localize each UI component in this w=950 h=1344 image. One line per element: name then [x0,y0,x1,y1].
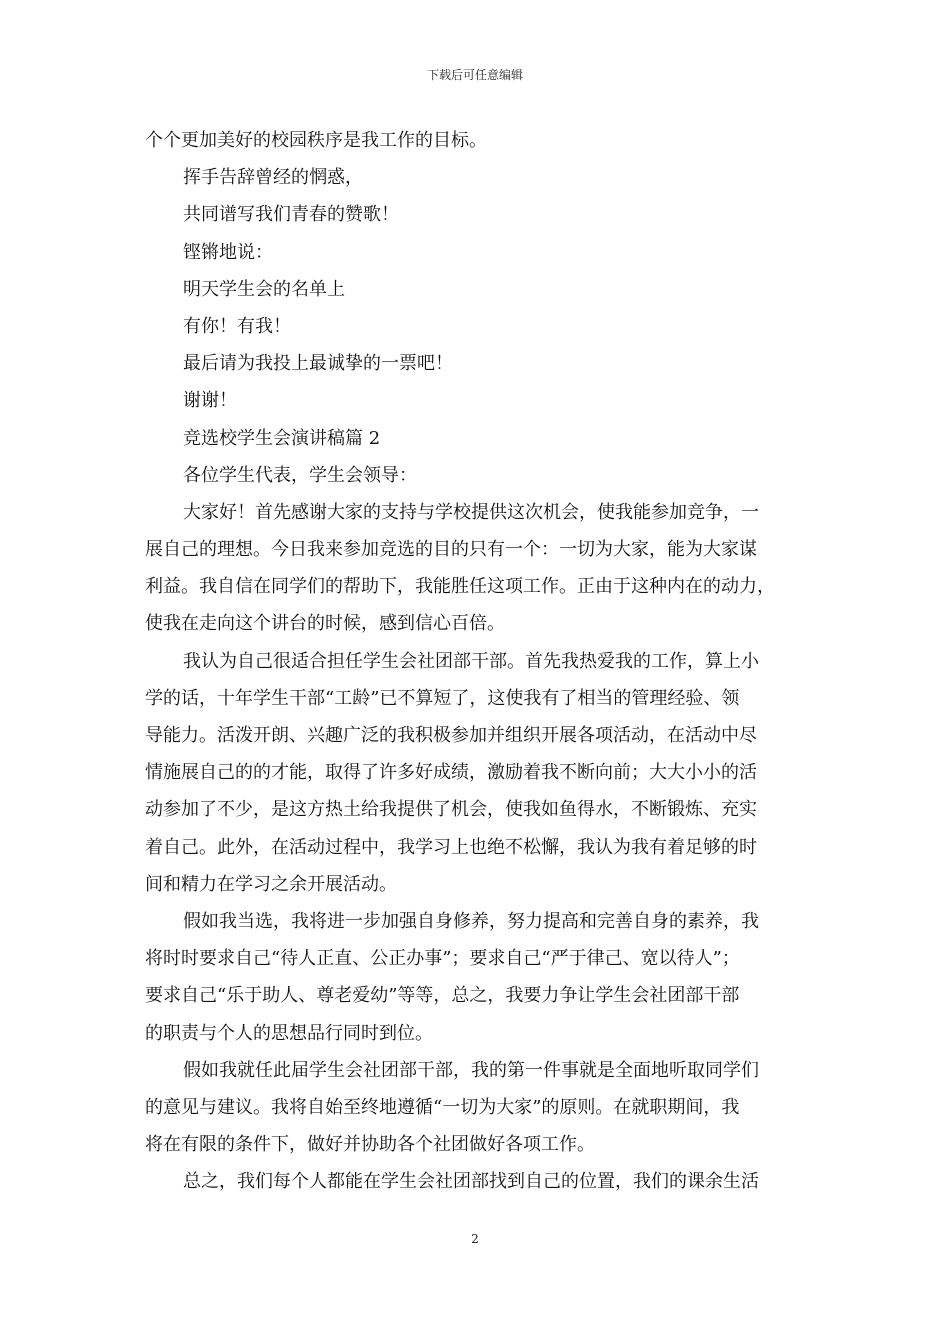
text-line: 要求自己“乐于助人、尊老爱幼”等等，总之，我要力争让学生会社团部干部 [145,985,740,1007]
text-line: 导能力。活泼开朗、兴趣广泛的我积极参加并组织开展各项活动，在活动中尽 [145,725,757,746]
text-line: 挥手告辞曾经的惘惑， [183,167,363,189]
page-header: 下载后可任意编辑 [426,68,523,82]
text-line: 共同谱写我们青春的赞歌！ [183,204,399,226]
text-line: 有你！有我！ [183,315,291,337]
text-line: 利益。我自信在同学们的帮助下，我能胜任这项工作。正由于这种内在的动力， [145,576,775,598]
text-line: 学的话，十年学生干部“工龄”已不算短了，这使我有了相当的管理经验、领 [145,687,740,709]
text-line: 谢谢！ [183,390,237,412]
text-line: 将在有限的条件下，做好并协助各个社团做好各项工作。 [145,1134,595,1156]
text-line: 个个更加美好的校园秩序是我工作的目标。 [145,130,487,151]
text-line: 最后请为我投上最诚挚的一票吧！ [183,353,453,375]
text-line: 铿锵地说： [183,241,273,263]
text-line: 展自己的理想。今日我来参加竞选的目的只有一个：一切为大家，能为大家谋 [145,539,757,561]
section-heading: 竞选校学生会演讲稿篇 2 [183,427,381,449]
text-line: 情施展自己的的才能，取得了许多好成绩，激励着我不断向前；大大小小的活 [145,762,757,784]
text-line: 将时时要求自己“待人正直、公正办事”；要求自己“严于律己、宽以待人”； [145,948,740,970]
salutation: 各位学生代表，学生会领导： [183,464,417,486]
text-line: 假如我当选，我将进一步加强自身修养，努力提高和完善自身的素养，我 [183,910,759,932]
text-line: 的意见与建议。我将自始至终地遵循“一切为大家”的原则。在就职期间，我 [145,1096,740,1118]
text-line: 假如我就任此届学生会社团部干部，我的第一件事就是全面地听取同学们 [183,1059,759,1081]
text-line: 大家好！首先感谢大家的支持与学校提供这次机会，使我能参加竞争，一 [183,501,759,523]
document-body [145,122,810,1200]
text-line: 的职责与个人的思想品行同时到位。 [145,1022,433,1044]
text-line: 使我在走向这个讲台的时候，感到信心百倍。 [145,613,505,635]
text-line: 明天学生会的名单上 [183,278,345,300]
page-number: 2 [471,1232,479,1246]
text-line: 总之，我们每个人都能在学生会社团部找到自己的位置，我们的课余生活 [183,1171,759,1193]
text-line: 着自己。此外，在活动过程中，我学习上也绝不松懈，我认为我有着足够的时 [145,836,757,858]
text-line: 间和精力在学习之余开展活动。 [145,873,397,895]
text-line: 动参加了不少，是这方热土给我提供了机会，使我如鱼得水，不断锻炼、充实 [145,799,757,821]
text-line: 我认为自己很适合担任学生会社团部干部。首先我热爱我的工作，算上小 [183,650,759,672]
